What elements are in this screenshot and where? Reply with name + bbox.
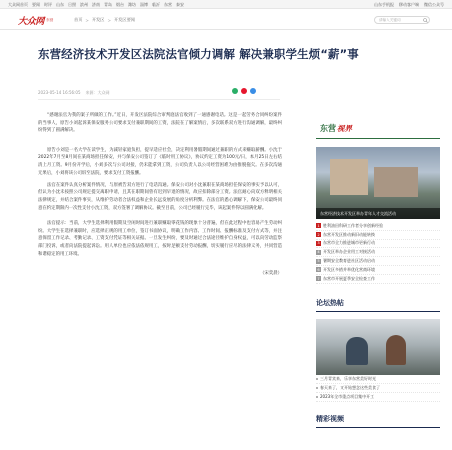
top-nav-link[interactable]: 济南 [92,2,100,7]
article-source: 来源：大众网 [85,90,110,95]
headline-item[interactable] [316,222,440,231]
video-section-title: 精彩视频 [316,414,440,428]
search-icon [423,18,428,23]
bullet [316,396,318,398]
article-body [38,112,282,282]
image-building [374,167,418,197]
article-paragraph: 法官在案件认真分析案件情况，与原被告双方进行了电话沟通。保安公司对小沈兼职在某商场担任保安的事实予以认可，但认为小沈未按照公司规定提交离职申请，且其在职期间曾有迟到早退的情况，故应扣除部分工资。法官耐心向双方释明相关法律规定，并结合案件事实，从维护劳动者合法权益和企业长远发展的角度分析利弊。在法官的悉心调解下，保安公司最终同意在约定期限内一次性支付小沈工资，双方签署了调解协议。截至目前，公司已经履行完毕，该起案件得以圆满化解。 [38,182,282,211]
article-meta [38,90,109,96]
top-nav-link[interactable]: 日照 [68,2,76,7]
headline-text: 开发区举办企业用工对接活动 [323,249,375,255]
rank-badge: 1 [317,223,320,228]
breadcrumb-separator: > [107,17,111,23]
top-right-links [374,1,444,8]
rank-badge: 3 [317,241,320,246]
search-button[interactable] [420,16,430,24]
feature-image[interactable] [316,147,440,219]
breadcrumb-separator: > [85,17,89,23]
search-input[interactable]: 请输入关键词 [374,16,430,24]
forum-item-text: 2023年全市重点项目集中开工 [320,393,375,399]
breadcrumb-current[interactable]: 开发区要闻 [114,17,135,22]
top-nav-link[interactable]: 东营 [164,2,172,7]
headline-item[interactable] [316,257,440,266]
top-nav-link[interactable]: 泰安 [176,2,184,7]
article-date: 2023-05-14 16:56:05 [38,90,81,95]
article-paragraph: “感谢法官为我的案子所做的工作。”近日，开发区法院综合审判庭法官收到了一通感谢电话。这是一起劳务合同纠纷案件的当事人，原告小刘起诉某保安服务公司要求支付兼职期间的工资，法院在了解案情后，多次联系双方进行沟通调解，最终纠纷得到了圆满解决。 [38,113,282,134]
headline-item[interactable] [316,248,440,257]
image-figure [386,335,406,365]
image-building [330,159,368,195]
article-paragraph: 法官提示：当前，大学生选择利用假期及空闲时间进行兼职赚取零花钱的现象十分普遍，但在此过程中也容易产生劳动纠纷。大学生在选择兼职时，应选择正规的用工单位，签订书面协议，明确工作内容、工作时间、报酬标准及支付方式等，并注意保留工作记录、考勤记录、工资支付凭证等相关证据。一旦发生纠纷，要及时通过合法途径维护自身权益，可以向劳动监察部门投诉，或者向法院提起诉讼。用人单位也应依法依规用工，按时足额支付劳动报酬，切实履行应尽的法律义务，共同营造和谐稳定的用工环境。 [38,221,282,257]
image-figure [346,337,368,365]
top-nav-link[interactable]: 淄博 [140,2,148,7]
breadcrumb-section[interactable]: 开发区 [91,17,105,22]
share-bar [232,88,256,94]
headline-text: 东营开发区推动新旧动能转换 [323,231,375,237]
forum-item-text: 三月青宾来，乐享东营美好时光 [320,375,376,381]
top-nav-link[interactable]: 青岛 [104,2,112,7]
top-nav-link[interactable]: 要闻 [32,2,40,7]
top-nav-link[interactable]: 潍坊 [128,2,136,7]
rank-badge: 6 [317,267,320,272]
site-logo[interactable] [18,14,53,27]
article-paragraph: 原告小刘是一名大学在读学生，为减轻家庭负担，提早适应社会，决定利用暑假期间通过兼职的方式来赚取薪酬。小沈于2022年7月至8月间在某商场担任保安，并与保安公司签订了《临时用工协议》，协议约定工资为100元/日，本月25日左右结清上月工资。9月份开学后，小刘多次与公司对接，仍未能拿到工资，公司负责人以公司经营困难为由推脱拖欠。在多次沟通无果后，小刘将该公司诉至法院，要求支付工资报酬。 [38,147,282,176]
sidebar-brand [316,112,440,134]
sidebar-brand-b: 视界 [337,124,352,133]
rank-badge: 4 [317,250,320,255]
top-nav-link[interactable]: 临沂 [152,2,160,7]
rank-badge: 5 [317,259,320,264]
divider [38,99,280,100]
top-nav [8,1,184,8]
share-qq-icon[interactable] [250,88,256,94]
headline-text: 东营市全力推进城市更新行动 [323,240,375,246]
headline-item[interactable] [316,231,440,240]
headline-text: 开发区多措并举优化营商环境 [323,266,375,272]
forum-item[interactable] [316,384,440,393]
bullet [316,378,318,380]
headline-item[interactable] [316,275,440,284]
headline-text: 暑期安全教育进社区活动启动 [323,258,375,264]
article-title: 东营经济技术开发区法院法官倾力调解 解决兼职学生烦“薪”事 [38,47,359,61]
breadcrumb-home[interactable]: 首页 [74,17,83,22]
top-nav-link[interactable]: 滨州 [80,2,88,7]
share-weibo-icon[interactable] [241,88,247,94]
feature-caption: 东营经济技术开发区举办青年人才交流活动 [320,211,396,216]
headline-list [316,222,440,284]
headline-text: 东营市开展夏季安全检查工作 [323,275,375,281]
wechat-link[interactable]: 微信公众号 [424,2,444,7]
mobile-news-link[interactable]: 山东手机报 [374,2,394,7]
forum-section-title: 论坛热帖 [316,298,440,312]
top-nav-link[interactable]: 烟台 [116,2,124,7]
logo-text: 大众网 [18,17,45,27]
site-header [0,9,452,30]
article-author: （宋奕晨） [260,271,282,277]
forum-item-text: 春天来了，又开始想念这些美食了 [320,384,380,390]
headline-text: 胜利油田科研工作者分享创新经验 [323,222,383,228]
breadcrumb [74,17,135,23]
sidebar-brand-a: 东营 [320,123,336,133]
sidebar [316,112,440,428]
forum-item[interactable] [316,375,440,384]
rank-badge: 7 [317,276,320,281]
headline-item[interactable] [316,240,440,249]
top-nav-link[interactable]: 山东 [56,2,64,7]
forum-item[interactable] [316,393,440,402]
share-wechat-icon[interactable] [232,88,238,94]
top-nav-link[interactable]: 时评 [44,2,52,7]
rank-badge: 2 [317,232,320,237]
top-nav-link[interactable]: 大众网首页 [8,2,28,7]
mobile-app-link[interactable]: 移动客户端 [399,2,419,7]
sidebar-divider [316,138,440,139]
logo-sub: 东营 [46,18,54,22]
headline-item[interactable] [316,266,440,275]
bullet [316,387,318,389]
forum-image[interactable] [316,319,440,375]
top-bar [0,0,452,9]
